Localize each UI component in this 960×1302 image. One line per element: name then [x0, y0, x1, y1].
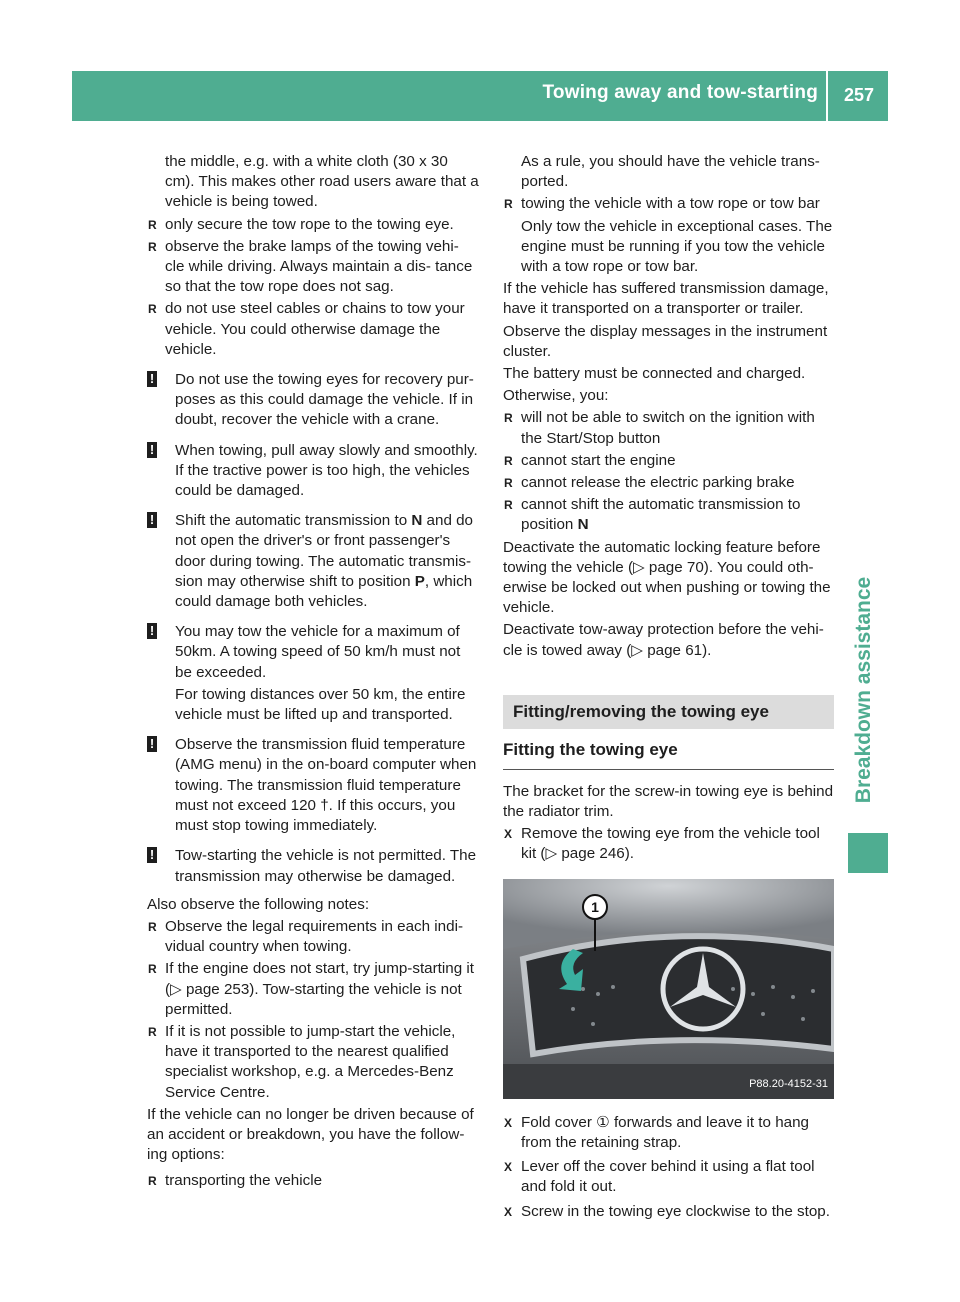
warning-note: [147, 846, 481, 886]
warning-text: When towing, pull away slowly and smoothly. If the tractive power is too high, the vehicles could be damaged.: [175, 441, 478, 500]
subsection-title: Fitting the towing eye: [503, 737, 834, 770]
header-title: Towing away and tow-starting: [542, 82, 818, 103]
warning-continuation: For towing distances over 50 km, the entire vehicle must be lifted up and transported.: [175, 685, 466, 724]
intro-continuation: the middle, e.g. with a white cloth (30 x 30 cm). This makes other road users aware that a vehicle is being towed.: [165, 153, 479, 211]
shift-text: cannot shift the automatic transmission to position: [521, 496, 801, 534]
side-tab-marker: [848, 833, 888, 873]
page-number: 257: [843, 85, 874, 105]
list-item: R transporting the vehicle: [147, 1171, 481, 1191]
warning-note: [147, 511, 481, 612]
bullet-continuation: Only tow the vehicle in exceptional cases. The engine must be running if you tow the vehicle with a tow rope or tow bar.: [521, 217, 833, 276]
warning-icon: !: [147, 442, 157, 458]
step-item: X Remove the towing eye from the vehicle tool kit (▷ page 246).: [503, 824, 834, 864]
side-tab: [846, 560, 882, 820]
paragraph: If the vehicle has suffered transmission damage, have it transported on a transporter or trailer.: [503, 280, 829, 318]
notes-intro: Also observe the following notes:: [147, 895, 370, 913]
list-item: R towing the vehicle with a tow rope or tow bar: [503, 194, 834, 214]
gear-n: N: [577, 516, 589, 534]
warning-icon: !: [147, 736, 157, 752]
right-column: [503, 152, 834, 1226]
list-item: R Observe the legal requirements in each indi- vidual country when towing.: [147, 917, 481, 957]
warning-text: Observe the transmission fluid temperature (AMG menu) in the on-board computer when towing. The transmission fluid temperature must not exceed 120 †. If this occurs, you must stop towing immediately.: [175, 736, 477, 835]
warning-icon: !: [147, 623, 157, 639]
list-item: R do not use steel cables or chains to tow your vehicle. You could otherwise damage the vehicle.: [147, 299, 481, 360]
section-title: Fitting/removing the towing eye: [503, 695, 834, 729]
warning-note: [147, 370, 481, 431]
step-item: X Lever off the cover behind it using a flat tool and fold it out.: [503, 1157, 834, 1197]
warning-text: Do not use the towing eyes for recovery pur- poses as this could damage the vehicle. If in doubt, recover the vehicle with a crane.: [175, 371, 474, 429]
continuation: As a rule, you should have the vehicle trans- ported.: [521, 153, 820, 191]
gear-n: N: [411, 512, 423, 530]
list-item: R If the engine does not start, try jump-starting it (▷ page 253). Tow-starting the vehicle is not permitted.: [147, 959, 481, 1020]
options-intro: If the vehicle can no longer be driven because of an accident or breakdown, you have the follow- ing options:: [147, 1105, 474, 1164]
list-item: R will not be able to switch on the ignition with the Start/Stop button: [503, 408, 834, 448]
warning-note: [147, 441, 481, 502]
warning-note: [147, 622, 481, 725]
header-divider: [826, 71, 828, 121]
warning-icon: !: [147, 371, 157, 387]
step-item: X Fold cover ① forwards and leave it to hang from the retaining strap.: [503, 1113, 834, 1153]
list-item: R cannot start the engine: [503, 451, 834, 471]
figure-callout: 1: [591, 898, 599, 915]
towing-eye-figure: [503, 879, 834, 1099]
warning-icon: !: [147, 847, 157, 863]
step-item: X Screw in the towing eye clockwise to the stop.: [503, 1202, 834, 1222]
paragraph: The battery must be connected and charged.: [503, 365, 806, 383]
list-item: R only secure the tow rope to the towing eye.: [147, 215, 481, 235]
warning-text-e: , which could damage both vehicles.: [175, 572, 473, 611]
warning-text: You may tow the vehicle for a maximum of 50km. A towing speed of 50 km/h must not be exceeded.: [175, 623, 461, 681]
paragraph: The bracket for the screw-in towing eye is behind the radiator trim.: [503, 782, 834, 821]
paragraph: Observe the display messages in the instrument cluster.: [503, 322, 828, 360]
list-item: R If it is not possible to jump-start the vehicle, have it transported to the nearest qualified specialist workshop, e.g. a Mercedes-Benz Service Centre.: [147, 1022, 481, 1103]
left-column: [147, 152, 481, 1194]
side-tab-label: Breakdown assistance: [851, 576, 875, 804]
warning-text: Tow-starting the vehicle is not permitted. The transmission may otherwise be damaged.: [175, 847, 477, 885]
paragraph: Otherwise, you:: [503, 387, 609, 405]
list-item: [503, 495, 834, 535]
car-front-illustration: [503, 879, 834, 1099]
page-header: [72, 71, 888, 121]
warning-text-a: Shift the automatic transmission to: [175, 512, 412, 530]
gear-p: P: [414, 572, 425, 590]
warning-text-c: and do not open the driver's or front passenger's door during towing. The automatic transmis- sion may otherwise shift to position: [175, 512, 474, 590]
warning-icon: !: [147, 512, 157, 528]
figure-code: P88.20-4152-31: [749, 1078, 828, 1091]
warning-note: [147, 735, 481, 836]
list-item: R observe the brake lamps of the towing vehi- cle while driving. Always maintain a dis- tance so that the tow rope does not sag.: [147, 237, 481, 298]
list-item: R cannot release the electric parking brake: [503, 473, 834, 493]
paragraph: Deactivate the automatic locking feature before towing the vehicle (▷ page 70). You could oth- erwise be locked out when pushing or towing the vehicle.: [503, 538, 831, 617]
paragraph: Deactivate tow-away protection before the vehi- cle is towed away (▷ page 61).: [503, 621, 824, 659]
